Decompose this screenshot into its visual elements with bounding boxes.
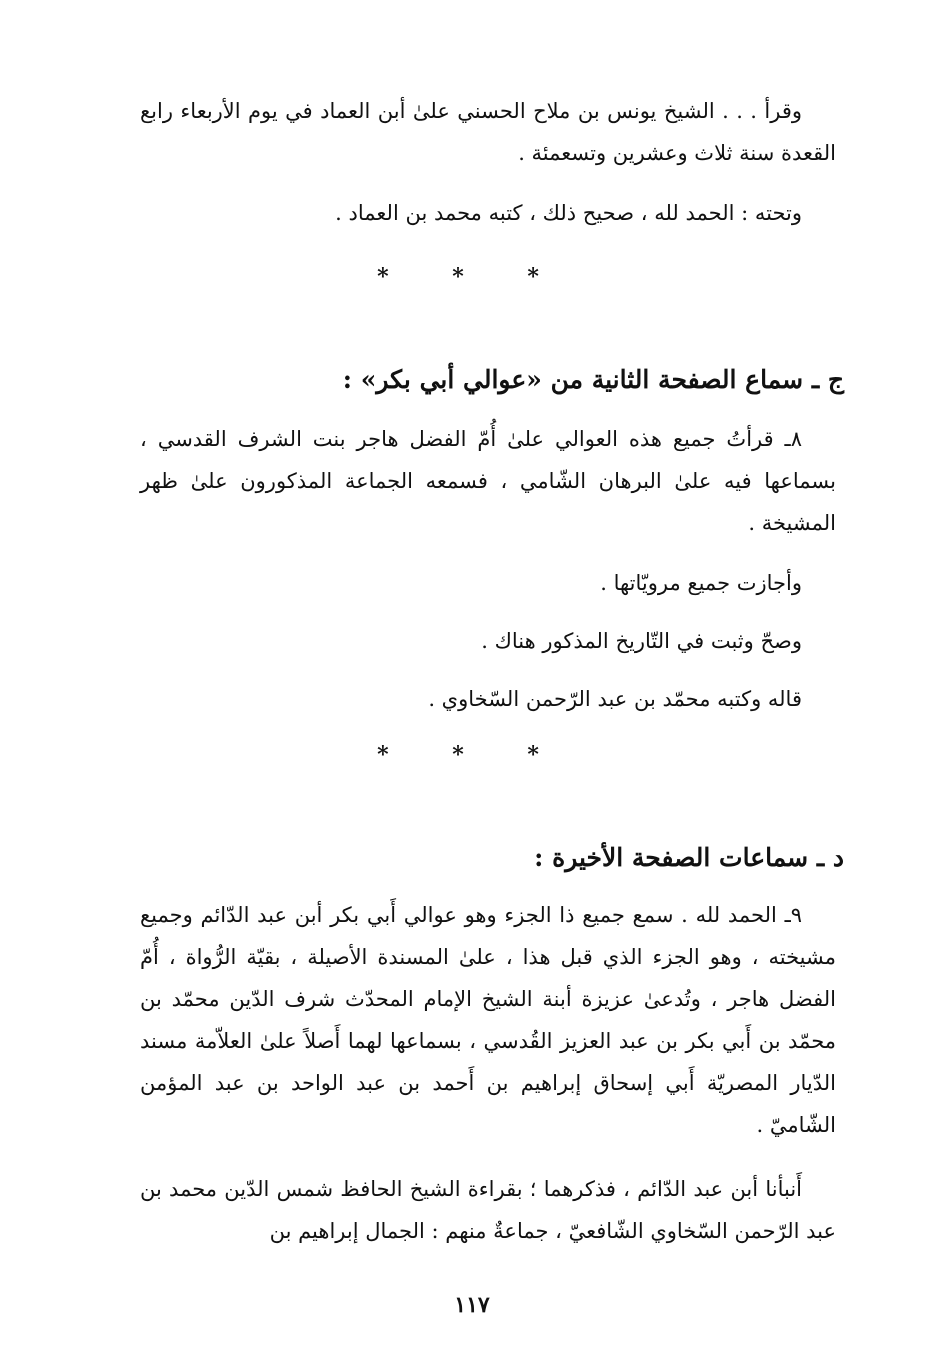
page-number: ١١٧ <box>454 1292 490 1318</box>
paragraph-5: وصحّ وثبت في التّاريخ المذكور هناك . <box>481 629 802 653</box>
paragraph-3: ٨ـ قرأتُ جميع هذه العوالي علىٰ أُمّ الفضل هاجر بنت الشرف القدسي ، بسماعها فيه علىٰ البرهان الشّامي ، فسمعه الجماعة المذكورون علىٰ ظهر المشيخة . <box>140 427 836 535</box>
section-separator-1: * * * <box>377 264 567 290</box>
paragraph-1: وقرأ . . . الشيخ يونس بن ملاح الحسني علىٰ أبن العماد في يوم الأربعاء رابع القعدة سنة ثلاث وعشرين وتسعمئة . <box>140 99 836 165</box>
paragraph-8: أَنبأنا أبن عبد الدّائم ، فذكرهما ؛ بقراءة الشيخ الحافظ شمس الدّين محمد بن عبد الرّحمن السّخاوي الشّافعيّ ، جماعةٌ منهم : الجمال إبراهيم بن <box>140 1177 836 1243</box>
heading-section-d: د ـ سماعات الصفحة الأخيرة : <box>534 843 844 872</box>
section-separator-2: * * * <box>377 742 567 768</box>
heading-section-c: ج ـ سماع الصفحة الثانية من «عوالي أبي بكر» : <box>342 365 844 394</box>
paragraph-6: قاله وكتبه محمّد بن عبد الرّحمن السّخاوي . <box>428 687 802 711</box>
paragraph-7: ٩ـ الحمد لله . سمع جميع ذا الجزء وهو عوالي أَبي بكر أبن عبد الدّائم وجميع مشيخته ، وهو الجزء الذي قبل هذا ، علىٰ المسندة الأصيلة ، بقيّة الرُّواة ، أُمّ الفضل هاجر ، وتُدعىٰ عزيزة أبنة الشيخ الإمام المحدّث شرف الدّين محمّد بن محمّد بن أَبي بكر بن عبد العزيز القُدسي ، بسماعها لهما أَصلاً علىٰ العلاّمة مسند الدّيار المصريّة أَبي إسحاق إبراهيم بن أَحمد بن عبد الواحد بن عبد المؤمن الشّاميّ . <box>140 903 836 1137</box>
paragraph-4: وأجازت جميع مرويّاتها . <box>600 571 802 595</box>
paragraph-2: وتحته : الحمد لله ، صحيح ذلك ، كتبه محمد بن العماد . <box>335 201 802 225</box>
